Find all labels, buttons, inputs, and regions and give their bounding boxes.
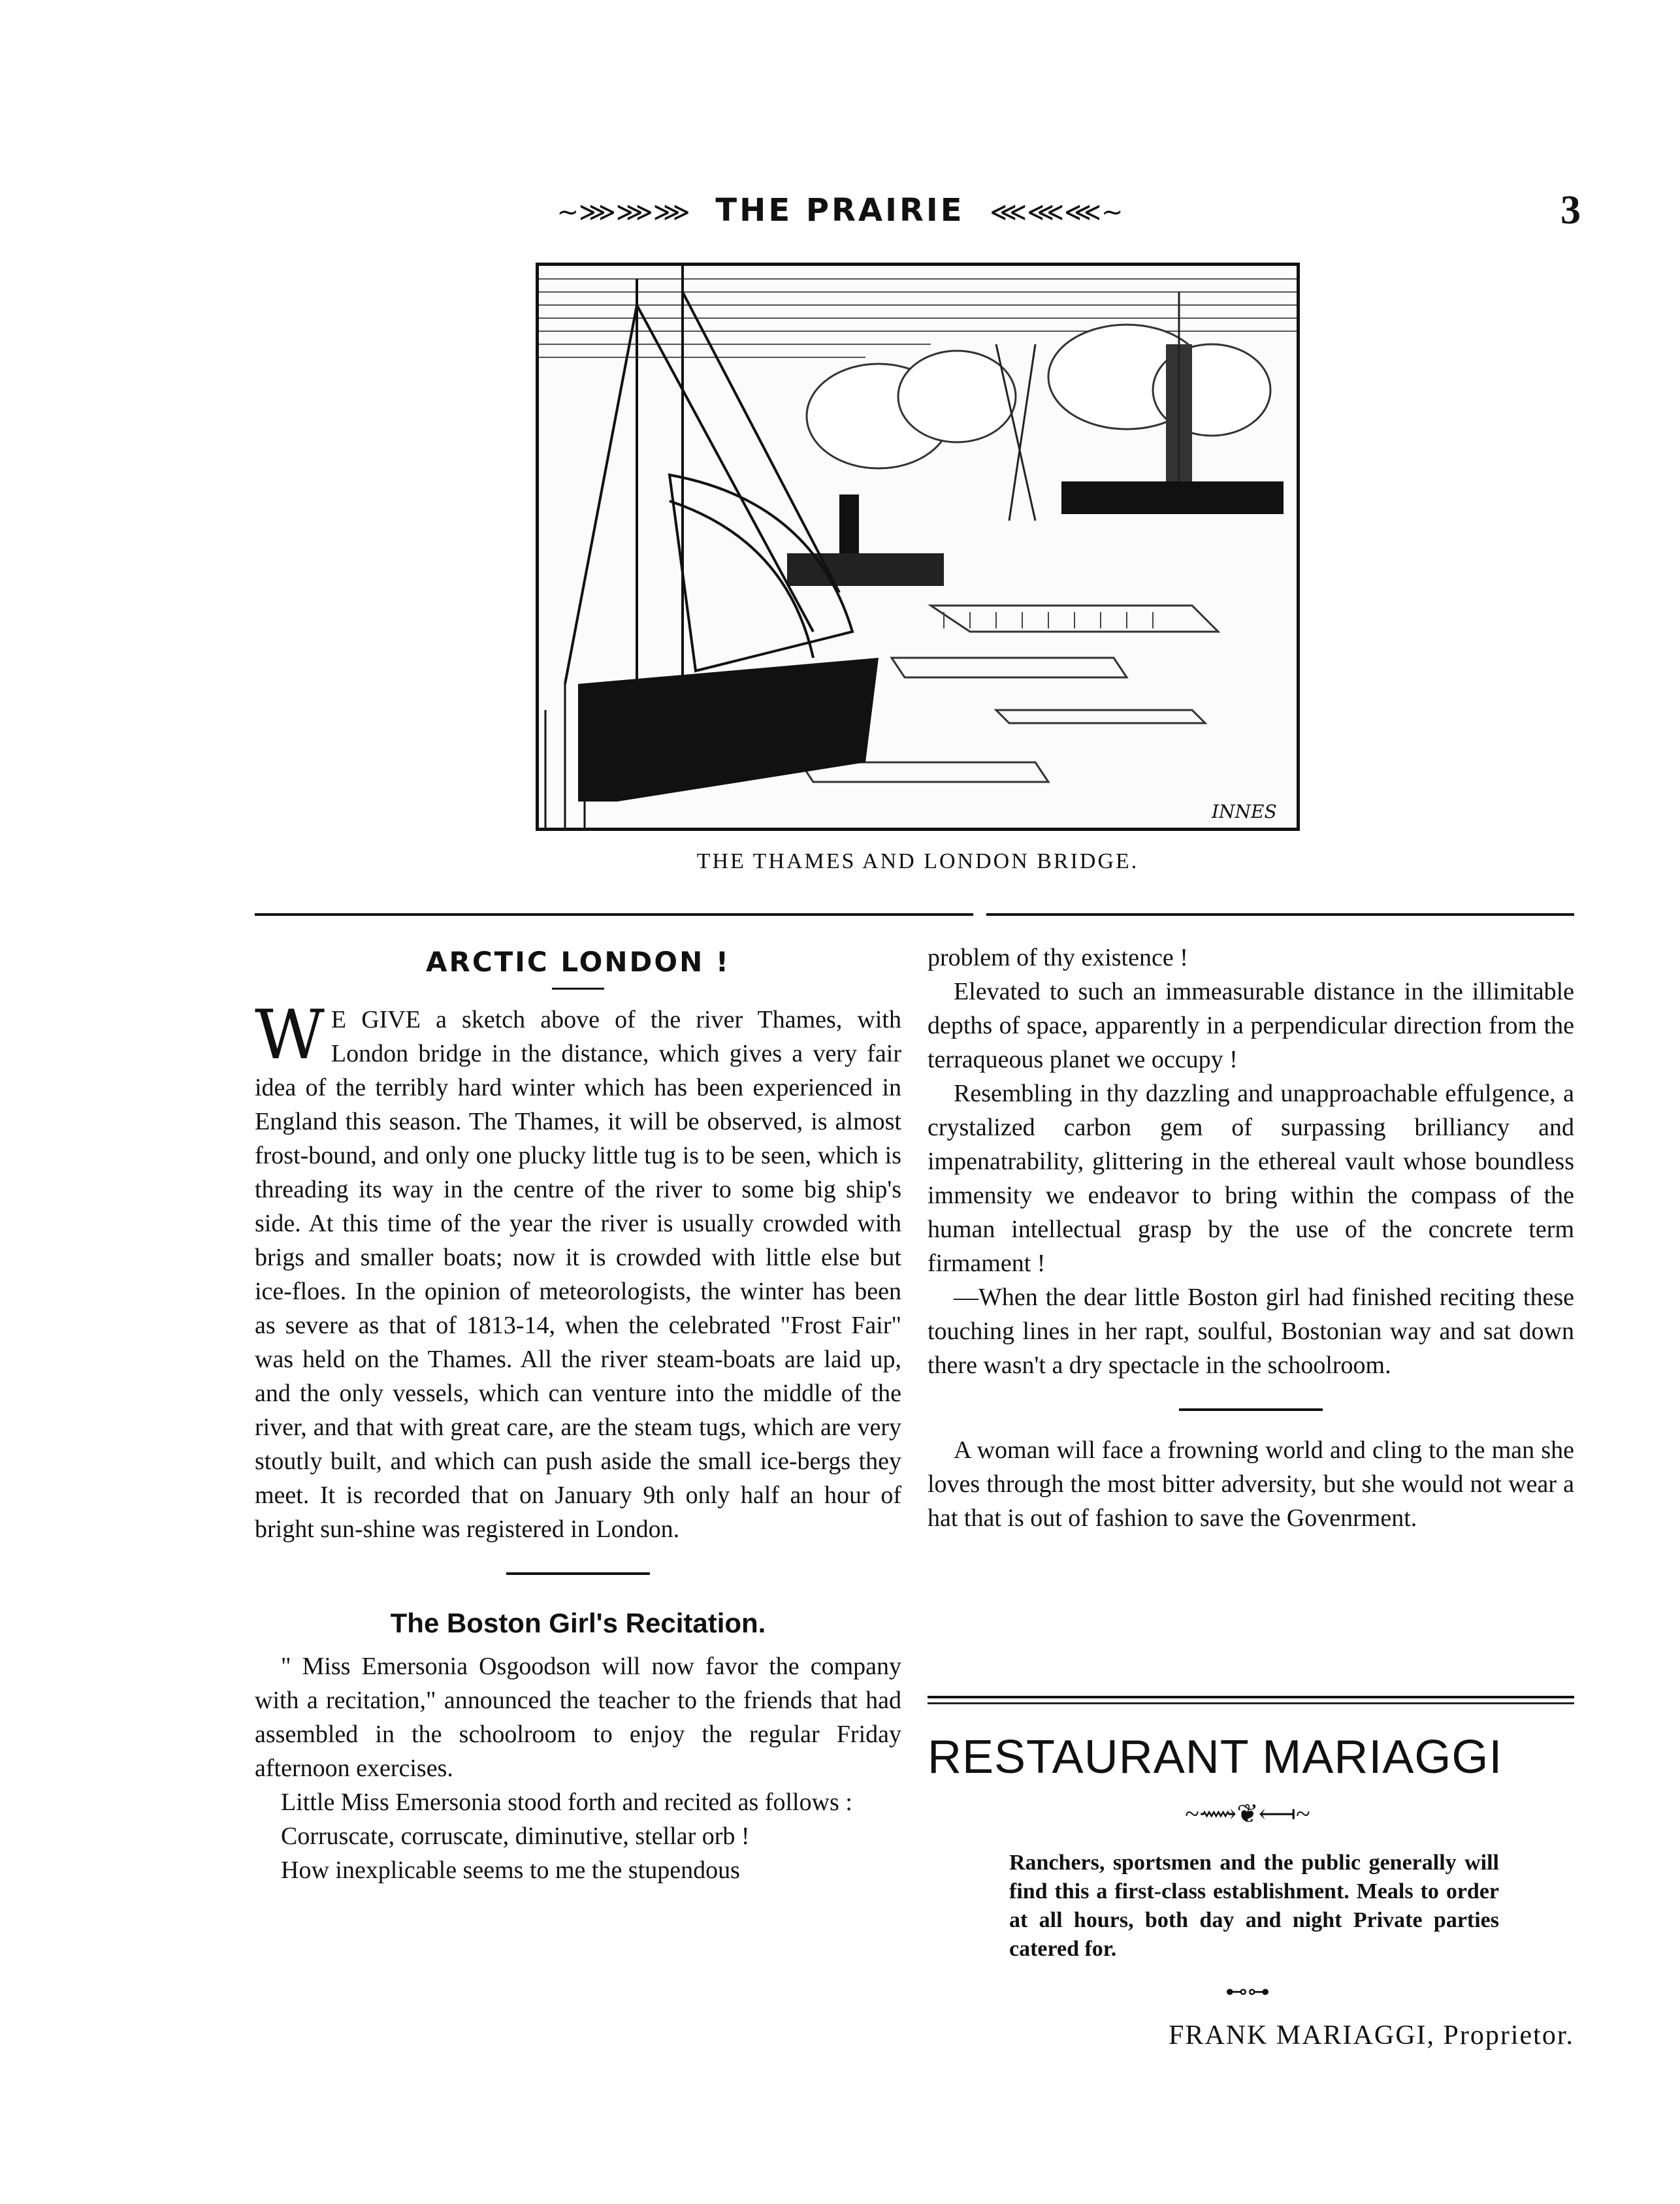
drop-cap: W	[255, 995, 325, 1075]
thames-illustration	[536, 263, 1300, 831]
arctic-text: E GIVE a sketch above of the river Thames, with London bridge in the distance, which gives a very fair idea of the terribly hard winter which has been experienced in England this season. The Thames, it will be observed, is almost frost-bound, and only one plucky little tug is to be seen, which is threading its way in the centre of the river to some big ship's side. At this time of the year the river is usually crowded with brigs and smaller boats; now it is crowded with little else but ice-floes. In the opinion of meteorologists, the winter has been as severe as that of 1813-14, when the celebrated "Frost Fair" was held on the Thames. All the river steam-boats are laid up, and the only vessels, which can venture into the middle of the river, and that with great care, are the steam tugs, which are very stoutly built, and which can push aside the small ice-bergs they meet. It is recorded that on January 9th only half an hour of bright sun-shine was registered in London.	[255, 1006, 901, 1543]
ad-ornament-small: ⊷⊶	[1225, 1980, 1270, 2004]
article-title-boston-girl: The Boston Girl's Recitation.	[390, 1608, 766, 1638]
ad-rule-top-thin	[928, 1702, 1574, 1704]
page-header	[0, 184, 1680, 236]
page-number: 3	[1560, 188, 1581, 233]
story-conclusion: —When the dear little Boston girl had finished reciting these touching lines in her rapt, soulful, Bostonian way and sat down there wasn't a dry spectacle in the schoolroom.	[928, 1284, 1574, 1379]
article-body-arctic-london	[255, 995, 901, 1546]
ad-ornament: ~⟿❦⟻~	[1185, 1799, 1310, 1828]
left-column	[255, 941, 901, 2025]
article-title-arctic-london: ARCTIC LONDON !	[425, 946, 730, 978]
ad-rule-top	[928, 1696, 1574, 1698]
restaurant-ad-body: Ranchers, sportsmen and the public generally will find this a first-class establishment. Meals to order at all hours, both day and night Private parties catered for.	[1009, 1851, 1499, 1961]
divider-rule-left	[255, 913, 973, 916]
header-right-ornament: ⋘⋘⋘~	[990, 197, 1123, 227]
verse-stanza-3: Resembling in thy dazzling and unapproachable effulgence, a crystalized carbon gem of surpassing brilliancy and impenatrability, glittering in the ethereal vault whose boundless immensity we endeavor to bring within the compass of the human intellectual grasp by the use of the concrete term firmament !	[928, 1080, 1574, 1277]
woman-anecdote: A woman will face a frowning world and cling to the man she loves through the most bitter adversity, but she would not wear a hat that is out of fashion to save the Govenrment.	[928, 1436, 1574, 1532]
engraving-image	[539, 266, 1297, 828]
divider-rule-right	[986, 913, 1574, 916]
verse-stanza-2: Elevated to such an immeasurable distance in the illimitable depths of space, apparently in a perpendicular direction from the terraqueous planet we occupy !	[928, 978, 1574, 1073]
boston-verse-line-2: How inexplicable seems to me the stupendous	[281, 1856, 740, 1884]
restaurant-ad-title: RESTAURANT MARIAGGI	[928, 1731, 1503, 1783]
illustration-caption: THE THAMES AND LONDON BRIDGE.	[696, 849, 1139, 873]
artist-signature: INNES	[1212, 801, 1277, 822]
right-column	[928, 941, 1574, 1659]
publication-title: THE PRAIRIE	[715, 192, 965, 229]
title-rule	[552, 988, 604, 990]
section-divider-right	[1179, 1408, 1323, 1411]
verse-continuation: problem of thy existence !	[928, 944, 1188, 971]
section-divider	[506, 1572, 650, 1575]
boston-paragraph-1: " Miss Emersonia Osgoodson will now favor the company with a recitation," announced the teacher to the friends that had assembled in the schoolroom to enjoy the regular Friday afternoon exercises.	[255, 1653, 901, 1782]
boston-paragraph-2: Little Miss Emersonia stood forth and recited as follows :	[281, 1789, 852, 1816]
restaurant-proprietor: FRANK MARIAGGI, Proprietor.	[1169, 2020, 1574, 2050]
boston-verse-line-1: Corruscate, corruscate, diminutive, stellar orb !	[281, 1823, 750, 1850]
header-left-ornament: ~⋙⋙⋙	[557, 197, 690, 227]
